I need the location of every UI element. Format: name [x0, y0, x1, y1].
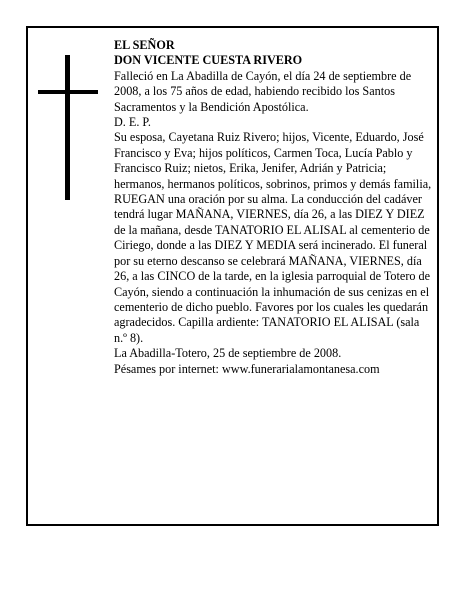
cross-horizontal-bar [38, 90, 98, 94]
condolences-website: Pésames por internet: www.funerarialamontanesa.com [114, 361, 380, 376]
cross-icon [38, 55, 98, 200]
cross-vertical-bar [65, 55, 70, 200]
dep: D. E. P. [114, 115, 151, 130]
funeral-details: RUEGAN una oración por su alma. La conducción del cadáver tendrá lugar MAÑANA, VIERNES, día 26, a las DIEZ Y DIEZ de la mañana, desde TANATORIO EL ALISAL al cementerio de Ciriego, donde a las DIEZ Y MEDIA será incinerado. El funeral por su eterno descanso se celebrará MAÑANA, VIERNES, día 26, a las CINCO de la tarde, en la iglesia parroquial de Totero de Cayón, siendo a continuación la inhumación de sus cenizas en el cementerio de dicho pueblo. Favores por los cuales les quedarán agradecidos. Capilla ardiente: TANATORIO EL ALISAL (sala n.º 8). [114, 192, 431, 345]
place-date: La Abadilla-Totero, 25 de septiembre de 2008. [114, 346, 342, 361]
family-list: Su esposa, Cayetana Ruiz Rivero; hijos, Vicente, Eduardo, José Francisco y Eva; hijos políticos, Carmen Toca, Lucía Pablo y Francisco Ruiz; nietos, Erika, Jenifer, Adrián y Patricia; hermanos, hermanos políticos, sobrinos, primos y demás familia, [114, 130, 432, 191]
obituary-text [114, 38, 432, 377]
deceased-name: DON VICENTE CUESTA RIVERO [114, 53, 303, 68]
title-line-1: EL SEÑOR [114, 38, 175, 52]
death-announcement: Falleció en La Abadilla de Cayón, el día 24 de septiembre de 2008, a los 75 años de edad, habiendo recibido los Santos Sacramentos y la Bendición Apostólica. [114, 68, 412, 114]
